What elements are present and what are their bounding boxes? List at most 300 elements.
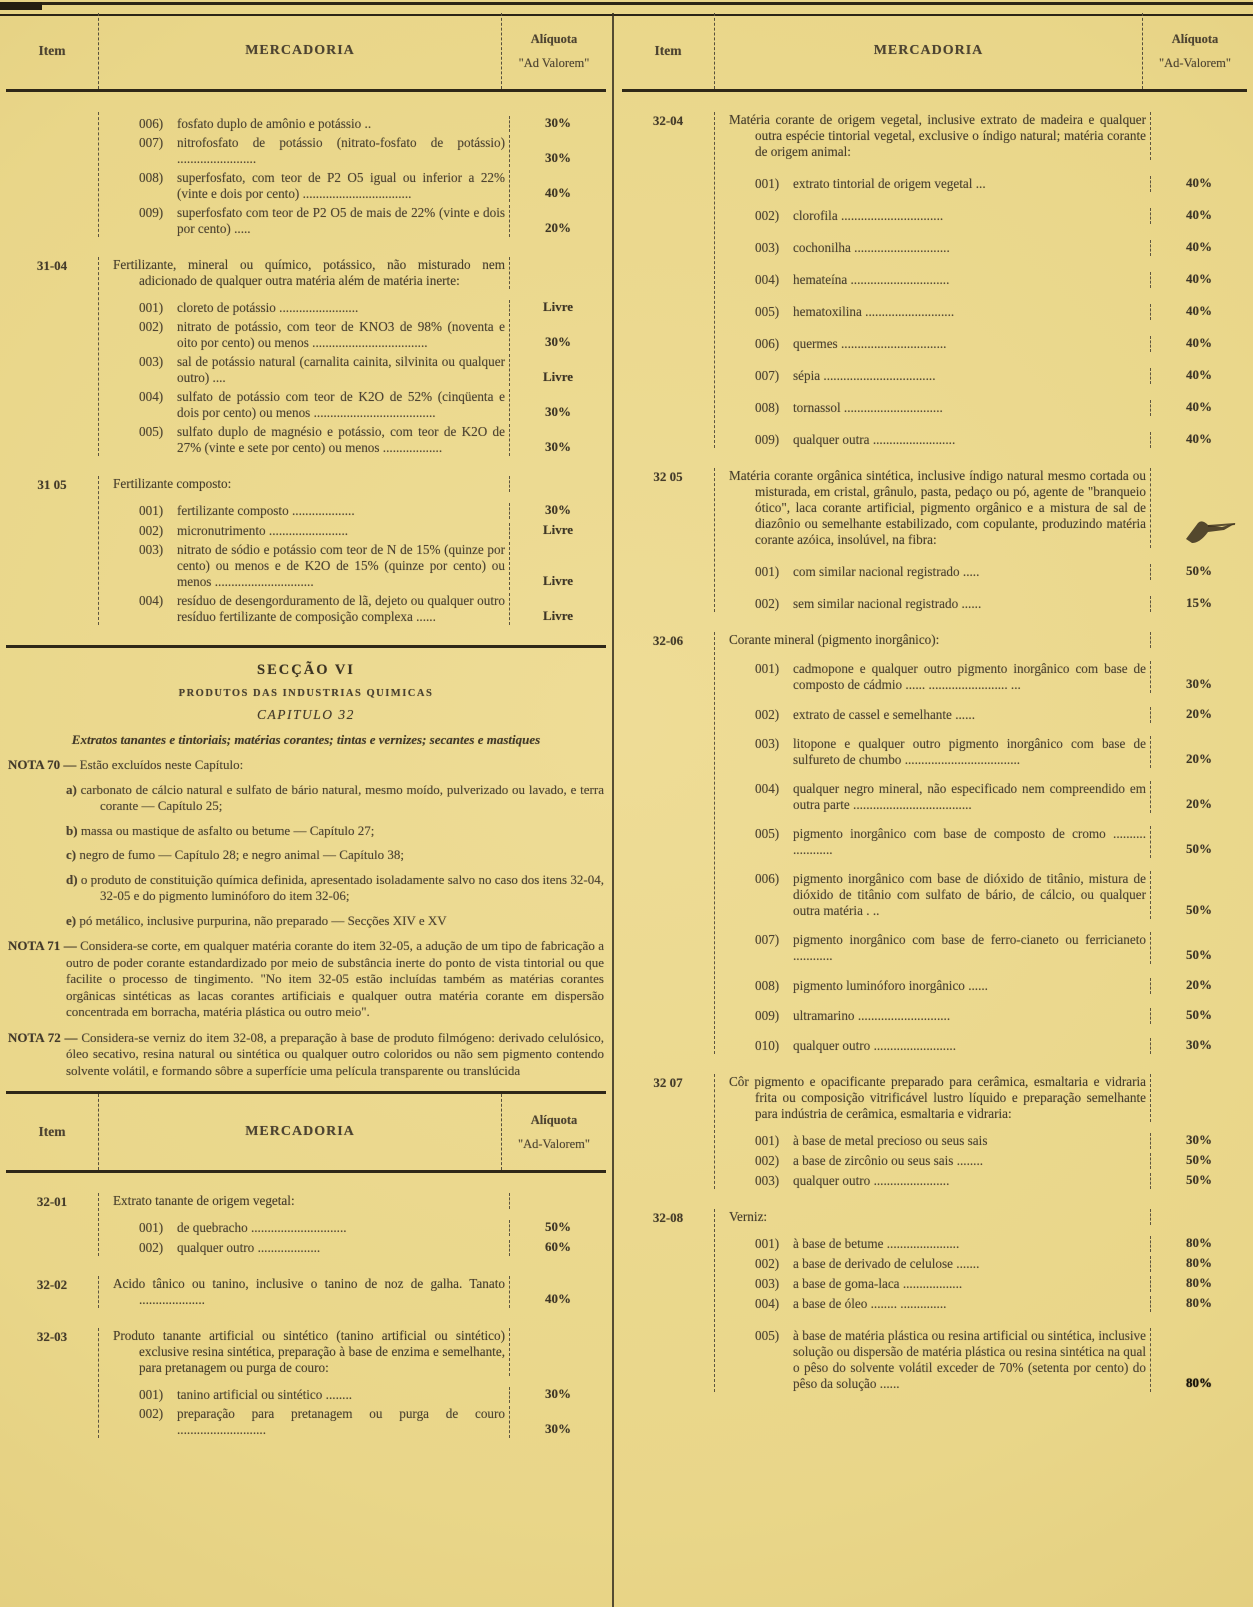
- subitem-row: [729, 1007, 1247, 1024]
- subitem-number: 001): [139, 503, 164, 518]
- letter-text: pó metálico, inclusive purpurina, não preparado — Secções XIV e XV: [79, 912, 447, 928]
- subitem-text: [113, 542, 510, 590]
- subitem-text: [113, 135, 510, 167]
- subitem-row: [729, 303, 1247, 320]
- subitem-row: [729, 871, 1247, 919]
- subitem-number: 008): [139, 170, 164, 185]
- subitem-row: [113, 389, 606, 421]
- rate-value: [1151, 159, 1247, 160]
- table-header-left-2: [6, 1094, 606, 1173]
- table-header-left-1: [6, 13, 606, 92]
- subitem-label: a base de óleo ........ ..............: [793, 1296, 947, 1311]
- subitem-number: 003): [755, 736, 780, 751]
- tariff-block: [6, 1193, 606, 1256]
- letter-text: massa ou mastique de asfalto ou betume — Capítulo 27;: [80, 822, 375, 838]
- subitem-number: 002): [755, 596, 780, 611]
- subitem-number: 009): [755, 1008, 780, 1023]
- subitem-row: [729, 431, 1247, 448]
- item-body: [98, 1276, 606, 1308]
- subitem-label: clorofila ...............................: [793, 208, 944, 223]
- subitem-row: [113, 135, 606, 167]
- rate-value: 40%: [1186, 431, 1212, 446]
- item-code: 32-06: [652, 633, 684, 648]
- heading-row: [113, 257, 606, 289]
- subitem-number: 004): [755, 781, 780, 796]
- subitem-number: 005): [755, 304, 780, 319]
- item-body: [98, 112, 606, 237]
- subitem-row: [113, 542, 606, 590]
- subitem-number: 002): [755, 1153, 780, 1168]
- subitem-row: [729, 1235, 1247, 1252]
- rate-value: 40%: [1186, 175, 1212, 190]
- subitem-number: 006): [755, 871, 780, 886]
- item-code: 32-01: [36, 1194, 68, 1209]
- subitem-text: [729, 1256, 1151, 1272]
- item-code: 32 07: [653, 1075, 683, 1090]
- subitem-row: [729, 977, 1247, 994]
- subitem-text: [113, 593, 510, 625]
- subitem-row: [113, 1219, 606, 1236]
- column-header-aliquota: [1143, 13, 1247, 89]
- subitem-text: [729, 781, 1151, 813]
- subitem-row: [729, 1152, 1247, 1169]
- rate-value: 80%: [1186, 1295, 1212, 1310]
- nota-70-letter-item: [8, 823, 604, 840]
- subitem-number: 001): [755, 661, 780, 676]
- subitem-label: pigmento inorgânico com base de dióxido de titânio, mistura de dióxido de titânio com sulfato de bário, de cálcio, ou qualquer outra matéria . ..: [793, 871, 1146, 918]
- rate-value: 30%: [545, 1386, 571, 1401]
- subitem-number: 001): [755, 1236, 780, 1251]
- tariff-block: [622, 632, 1247, 1054]
- rate-value: 30%: [545, 115, 571, 130]
- rate-value: Livre: [542, 369, 574, 384]
- nota-71-label: NOTA 71 —: [8, 938, 77, 953]
- subitem-number: 007): [139, 135, 164, 150]
- rate-value: Livre: [542, 299, 574, 314]
- subitem-text: [729, 1236, 1151, 1252]
- nota-70-letter-item: [8, 913, 604, 930]
- item-heading: Extrato tanante de origem vegetal:: [113, 1193, 510, 1209]
- subitem-label: nitrato de potássio, com teor de KNO3 de 98% (noventa e oito por cento) ou menos ...................................: [177, 319, 505, 350]
- subitem-row: [113, 319, 606, 351]
- subitem-number: 010): [755, 1038, 780, 1053]
- subitem-row: [729, 1037, 1247, 1054]
- subitem-text: [729, 978, 1151, 994]
- subitem-row: [113, 170, 606, 202]
- rate-value: 50%: [1186, 1007, 1212, 1022]
- subitem-number: 001): [755, 176, 780, 191]
- subitem-text: [729, 1008, 1151, 1024]
- subitem-text: [729, 368, 1151, 384]
- ad-valorem-label: "Ad Valorem": [518, 55, 590, 70]
- subitem-label: extrato de cassel e semelhante ......: [793, 707, 975, 722]
- subitem-number: 008): [755, 400, 780, 415]
- heading-row: [729, 468, 1247, 548]
- subitem-label: extrato tintorial de origem vegetal ...: [793, 176, 986, 191]
- subitem-row: [729, 1328, 1247, 1392]
- rate-value: 30%: [545, 439, 571, 454]
- subitem-row: [113, 1239, 606, 1256]
- subitem-text: [729, 432, 1151, 448]
- subitem-label: a base de derivado de celulose .......: [793, 1256, 980, 1271]
- tariff-block: [622, 468, 1247, 612]
- rate-value: 80%: [1186, 1255, 1212, 1270]
- subitem-row: [729, 781, 1247, 813]
- subitem-text: [113, 523, 510, 539]
- heading-row: [729, 112, 1247, 160]
- subitem-label: fertilizante composto ...................: [177, 503, 355, 518]
- rate-value: 20%: [1186, 977, 1212, 992]
- ad-valorem-label: "Ad-Valorem": [1159, 55, 1231, 70]
- subitem-number: 001): [139, 1387, 164, 1402]
- column-header-item: Item: [38, 1124, 66, 1139]
- subitem-label: hemateína ..............................: [793, 272, 950, 287]
- subitem-text: [729, 272, 1151, 288]
- item-code: [6, 112, 98, 237]
- subitem-text: [729, 240, 1151, 256]
- rate-value: 40%: [1186, 207, 1212, 222]
- nota-70-text: Estão excluídos neste Capítulo:: [79, 757, 244, 772]
- subitem-number: 002): [755, 1256, 780, 1271]
- rate-value: 30%: [545, 334, 571, 349]
- item-code: 32-08: [652, 1210, 684, 1225]
- item-body: [714, 112, 1247, 448]
- subitem-label: qualquer outro .........................: [793, 1038, 956, 1053]
- letter-text: negro de fumo — Capítulo 28; e negro animal — Capítulo 38;: [79, 847, 404, 862]
- tariff-block: [622, 112, 1247, 448]
- item-body: [98, 476, 606, 625]
- rate-value: 20%: [1186, 751, 1212, 766]
- nota-71-text: Considera-se corte, em qualquer matéria corante do item 32-05, a adução de um tipo de fabricação a outro de poder corante estandardizado por meio de substância inerte do ponto de vista tintorial ou que facilite o processo de tingimento. "No item 32-05 estão incluídas também as matérias corantes orgânicas sintéticas as lacas corantes artificiais e qualquer outra matéria corante em dispersão concentrada em borracha, matéria plástica ou outro meio".: [66, 938, 605, 1019]
- subitem-text: [113, 389, 510, 421]
- item-heading: Matéria corante de origem vegetal, inclusive extrato de madeira e qualquer outra espécie tintorial vegetal, exclusive o índigo natural; matéria corante de origem animal:: [729, 112, 1151, 160]
- subitem-text: [729, 208, 1151, 224]
- tariff-block: [6, 476, 606, 625]
- subitem-number: 002): [755, 208, 780, 223]
- subitem-row: [729, 175, 1247, 192]
- subitem-row: [113, 593, 606, 625]
- tariff-block: [6, 112, 606, 237]
- rate-value: 30%: [545, 150, 571, 165]
- letter-text: o produto de constituição química definida, apresentado isoladamente salvo no caso dos itens 32-04, 32-05 e do pigmento luminóforo do item 32-06;: [80, 871, 604, 903]
- subitem-label: com similar nacional registrado .....: [793, 564, 980, 579]
- item-heading: Produto tanante artificial ou sintético (tanino artificial ou sintético) exclusive resina sintética, preparação à base de enzima e semelhante, para pretanagem ou purga de couro:: [113, 1328, 510, 1376]
- item-body: [98, 1328, 606, 1438]
- subitem-text: [113, 1220, 510, 1236]
- item-code: 31-04: [36, 258, 68, 273]
- subitem-text: [113, 503, 510, 519]
- subitem-row: [729, 706, 1247, 723]
- subitem-row: [729, 1132, 1247, 1149]
- item-code: 32-02: [36, 1277, 68, 1292]
- subitem-row: [729, 271, 1247, 288]
- column-header-item: Item: [38, 43, 66, 58]
- subitem-row: [729, 1255, 1247, 1272]
- rate-value: 50%: [1186, 947, 1212, 962]
- scan-edge-artifact: [0, 2, 42, 10]
- column-header-mercadoria: MERCADORIA: [98, 13, 502, 89]
- rate-value: 50%: [1186, 841, 1212, 856]
- subitem-row: [113, 522, 606, 539]
- subitem-label: quermes ................................: [793, 336, 947, 351]
- subitem-label: pigmento inorgânico com base de ferro-cianeto ou ferricianeto ............: [793, 932, 1146, 963]
- rate-value: [510, 1375, 606, 1376]
- subitem-label: a base de goma-laca ..................: [793, 1276, 963, 1291]
- subitem-text: [113, 300, 510, 316]
- letter-label: e): [66, 912, 80, 928]
- item-code: 32 05: [653, 469, 683, 484]
- subitem-text: [729, 707, 1151, 723]
- heading-row: [113, 1193, 606, 1209]
- tariff-table-body-left-1: [6, 92, 606, 625]
- item-body: [98, 257, 606, 456]
- subitem-row: [113, 1386, 606, 1403]
- subitem-number: 006): [139, 116, 164, 131]
- column-header-item: Item: [654, 43, 682, 58]
- rate-value: 40%: [1186, 303, 1212, 318]
- subitem-text: [113, 354, 510, 386]
- letter-text: carbonato de cálcio natural e sulfato de bário natural, mesmo moído, pulverizado ou lavado, e terra corante — Capítulo 25;: [80, 781, 604, 813]
- subitem-label: superfosfato, com teor de P2 O5 igual ou inferior a 22% (vinte e dois por cento) .................................: [177, 170, 505, 201]
- subitem-label: pigmento luminóforo inorgânico ......: [793, 978, 988, 993]
- subitem-number: 005): [755, 826, 780, 841]
- subitem-number: 009): [755, 432, 780, 447]
- nota-70-letter-list: [8, 782, 604, 930]
- subitem-number: 002): [139, 319, 164, 334]
- tariff-block: [6, 257, 606, 456]
- subitem-number: 001): [139, 300, 164, 315]
- item-heading: Acido tânico ou tanino, inclusive o tanino de noz de galha. Tanato ....................: [113, 1276, 510, 1308]
- subitem-row: [729, 736, 1247, 768]
- subitem-text: [729, 176, 1151, 192]
- subitem-number: 009): [139, 205, 164, 220]
- letter-label: b): [66, 822, 81, 838]
- rate-value: 40%: [1186, 271, 1212, 286]
- subitem-text: [729, 1133, 1151, 1149]
- subitem-label: cadmopone e qualquer outro pigmento inorgânico com base de composto de cádmio ...... ........................ ...: [793, 661, 1146, 692]
- tariff-table-body-left-2: [6, 1173, 606, 1438]
- item-heading: Corante mineral (pigmento inorgânico):: [729, 632, 1151, 648]
- subitem-text: [729, 1276, 1151, 1292]
- subitem-row: [729, 661, 1247, 693]
- aliquota-label: Alíquota: [530, 31, 578, 46]
- subitem-text: [113, 116, 510, 132]
- item-body: [98, 1193, 606, 1256]
- rate-value: 40%: [545, 185, 571, 200]
- subitem-text: [729, 736, 1151, 768]
- rate-value: 50%: [1186, 1172, 1212, 1187]
- rate-value: 30%: [545, 502, 571, 517]
- tariff-block: [6, 1276, 606, 1308]
- rate-value: 40%: [1186, 399, 1212, 414]
- subitem-text: [729, 932, 1151, 964]
- rate-value: [510, 1208, 606, 1209]
- subitem-text: [113, 1406, 510, 1438]
- rate-value: 30%: [545, 1421, 571, 1436]
- ink-mark-manicule: [1178, 513, 1240, 549]
- subitem-text: [729, 1173, 1151, 1189]
- heading-row: [113, 1276, 606, 1308]
- subitem-number: 005): [755, 1328, 780, 1343]
- item-heading: Matéria corante orgânica sintética, inclusive índigo natural mesmo cortada ou misturada, em cristal, grânulo, pasta, pedaço ou pó, agente de "branqueio ótico", laca corante artificial, pigmento orgânico e a mistura de sal de diazônio ou semelhante estabilizado, com copulante, produzindo matéria corante azóica, insolúvel, na fibra:: [729, 468, 1151, 548]
- subitem-text: [729, 1038, 1151, 1054]
- subitem-number: 004): [755, 1296, 780, 1311]
- item-code: 31 05: [37, 477, 67, 492]
- subitem-number: 003): [755, 240, 780, 255]
- tariff-block: [622, 1209, 1247, 1392]
- rate-value: 80%: [1186, 1375, 1212, 1390]
- subitem-number: 001): [139, 1220, 164, 1235]
- column-header-aliquota: [502, 13, 606, 89]
- subitem-number: 007): [755, 368, 780, 383]
- heading-row: [729, 1074, 1247, 1122]
- subitem-text: [729, 596, 1151, 612]
- section-title: SECÇÃO VI: [257, 662, 355, 678]
- section-vi-block: [6, 648, 606, 1083]
- subitem-row: [729, 239, 1247, 256]
- subitem-text: [113, 205, 510, 237]
- subitem-label: resíduo de desengorduramento de lã, dejeto ou qualquer outro resíduo fertilizante de composição complexa ......: [177, 593, 505, 624]
- aliquota-label: Alíquota: [530, 1112, 578, 1127]
- subitem-row: [729, 826, 1247, 858]
- rate-value: [510, 288, 606, 289]
- subitem-label: qualquer negro mineral, não especificado nem compreendido em outra parte ....................................: [793, 781, 1146, 812]
- heading-row: [113, 476, 606, 492]
- item-body: [714, 468, 1247, 612]
- letter-label: c): [66, 847, 80, 862]
- subitem-text: [729, 1153, 1151, 1169]
- nota-72-text: Considera-se verniz do item 32-08, a preparação à base de produto filmógeno: derivado celulósico, óleo secativo, resina natural ou sintética ou qualquer outro coloridos ou não sem pigmento contendo solvente volátil, e formando sôbre a superfície uma película transparente ou translúcida: [66, 1029, 604, 1078]
- nota-70-letter-item: [8, 872, 604, 905]
- subitem-text: [729, 400, 1151, 416]
- subitem-number: 007): [755, 932, 780, 947]
- subitem-number: 008): [755, 978, 780, 993]
- subitem-number: 004): [139, 389, 164, 404]
- item-heading: Verniz:: [729, 1209, 1151, 1225]
- subitem-number: 002): [139, 1406, 164, 1421]
- subitem-label: preparação para pretanagem ou purga de couro ...........................: [177, 1406, 505, 1437]
- subitem-label: qualquer outra .........................: [793, 432, 956, 447]
- subitem-label: qualquer outro .......................: [793, 1173, 950, 1188]
- subitem-row: [729, 932, 1247, 964]
- subitem-text: [729, 871, 1151, 919]
- subitem-text: [729, 661, 1151, 693]
- rate-value: 30%: [1186, 1132, 1212, 1147]
- subitem-text: [729, 336, 1151, 352]
- tariff-table-body-right: [622, 92, 1247, 1392]
- rate-value: 80%: [1186, 1275, 1212, 1290]
- subitem-number: 001): [755, 1133, 780, 1148]
- section-subtitle: PRODUTOS DAS INDUSTRIAS QUIMICAS: [178, 688, 434, 699]
- subitem-number: 002): [139, 523, 164, 538]
- subitem-row: [729, 595, 1247, 612]
- rate-value: 50%: [1186, 1152, 1212, 1167]
- subitem-row: [113, 205, 606, 237]
- subitem-text: [729, 1328, 1151, 1392]
- heading-row: [729, 1209, 1247, 1225]
- nota-70-letter-item: [8, 847, 604, 864]
- subitem-label: à base de matéria plástica ou resina artificial ou sintética, inclusive solução ou dispersão de matéria plástica ou resina sintética na qual o pêso do solvente volátil exceder de 70% (setenta por cento) do pêso da solução ......: [793, 1328, 1146, 1391]
- rate-value: Livre: [542, 608, 574, 623]
- left-column: [6, 13, 606, 1464]
- nota-70-letter-item: [8, 782, 604, 815]
- subitem-label: hematoxilina ...........................: [793, 304, 955, 319]
- subitem-label: qualquer outro ...................: [177, 1240, 321, 1255]
- heading-row: [113, 1328, 606, 1376]
- item-heading: Fertilizante composto:: [113, 476, 510, 492]
- subitem-number: 003): [139, 354, 164, 369]
- heading-row: [729, 632, 1247, 648]
- subitem-label: cochonilha .............................: [793, 240, 950, 255]
- subitem-label: cloreto de potássio ........................: [177, 300, 359, 315]
- subitem-number: 006): [755, 336, 780, 351]
- subitem-label: sem similar nacional registrado ......: [793, 596, 982, 611]
- rate-value: 50%: [1186, 563, 1212, 578]
- rate-value: 40%: [545, 1291, 571, 1306]
- rate-value: 80%: [1186, 1235, 1212, 1250]
- subitem-text: [729, 1296, 1151, 1312]
- subitem-label: sépia ..................................: [793, 368, 936, 383]
- subitem-number: 003): [755, 1276, 780, 1291]
- item-heading: Côr pigmento e opacificante preparado para cerâmica, esmaltaria e vidraria frita ou composição vitrificável lustro líquido e preparação semelhante para indústria de cerâmica, esmaltaria e vidraria:: [729, 1074, 1151, 1122]
- subitem-row: [729, 335, 1247, 352]
- subitem-label: ultramarino ............................: [793, 1008, 951, 1023]
- aliquota-label: Alíquota: [1171, 31, 1219, 46]
- chapter-title: CAPITULO 32: [257, 707, 355, 722]
- rate-value: 40%: [1186, 367, 1212, 382]
- subitem-number: 004): [755, 272, 780, 287]
- subitem-label: de quebracho .............................: [177, 1220, 347, 1235]
- rate-value: [1151, 1224, 1247, 1225]
- column-divider-rule: [612, 13, 614, 1607]
- letter-label: a): [66, 781, 81, 797]
- subitem-text: [113, 1240, 510, 1256]
- rate-value: 60%: [545, 1239, 571, 1254]
- subitem-row: [113, 354, 606, 386]
- subitem-text: [729, 564, 1151, 580]
- subitem-text: [113, 424, 510, 456]
- subitem-row: [113, 424, 606, 456]
- rate-value: [1151, 647, 1247, 648]
- subitem-label: fosfato duplo de amônio e potássio ..: [177, 116, 372, 131]
- column-header-mercadoria: MERCADORIA: [714, 13, 1143, 89]
- subitem-row: [729, 1295, 1247, 1312]
- subitem-row: [113, 502, 606, 519]
- subitem-label: à base de metal precioso ou seus sais: [793, 1133, 988, 1148]
- subitem-number: 001): [755, 564, 780, 579]
- letter-label: d): [66, 871, 81, 887]
- subitem-label: micronutrimento ........................: [177, 523, 349, 538]
- subitem-row: [729, 367, 1247, 384]
- rate-value: 30%: [1186, 1037, 1212, 1052]
- subitem-label: nitrofosfato de potássio (nitrato-fosfato de potássio) ........................: [177, 135, 505, 166]
- item-body: [714, 1074, 1247, 1189]
- rate-value: 50%: [545, 1219, 571, 1234]
- subitem-number: 004): [139, 593, 164, 608]
- rate-value: 20%: [545, 220, 571, 235]
- subitem-row: [729, 1172, 1247, 1189]
- subitem-label: a base de zircônio ou seus sais ........: [793, 1153, 984, 1168]
- subitem-row: [113, 1406, 606, 1438]
- rate-value: 30%: [1186, 676, 1212, 691]
- nota-72: [8, 1030, 604, 1080]
- subitem-label: tanino artificial ou sintético ........: [177, 1387, 353, 1402]
- subitem-number: 002): [139, 1240, 164, 1255]
- subitem-label: sal de potássio natural (carnalita cainita, silvinita ou qualquer outro) ....: [177, 354, 505, 385]
- subitem-label: sulfato duplo de magnésio e potássio, com teor de K2O de 27% (vinte e sete por cento) ou menos ..................: [177, 424, 505, 455]
- rate-value: Livre: [542, 522, 574, 537]
- rate-value: 20%: [1186, 706, 1212, 721]
